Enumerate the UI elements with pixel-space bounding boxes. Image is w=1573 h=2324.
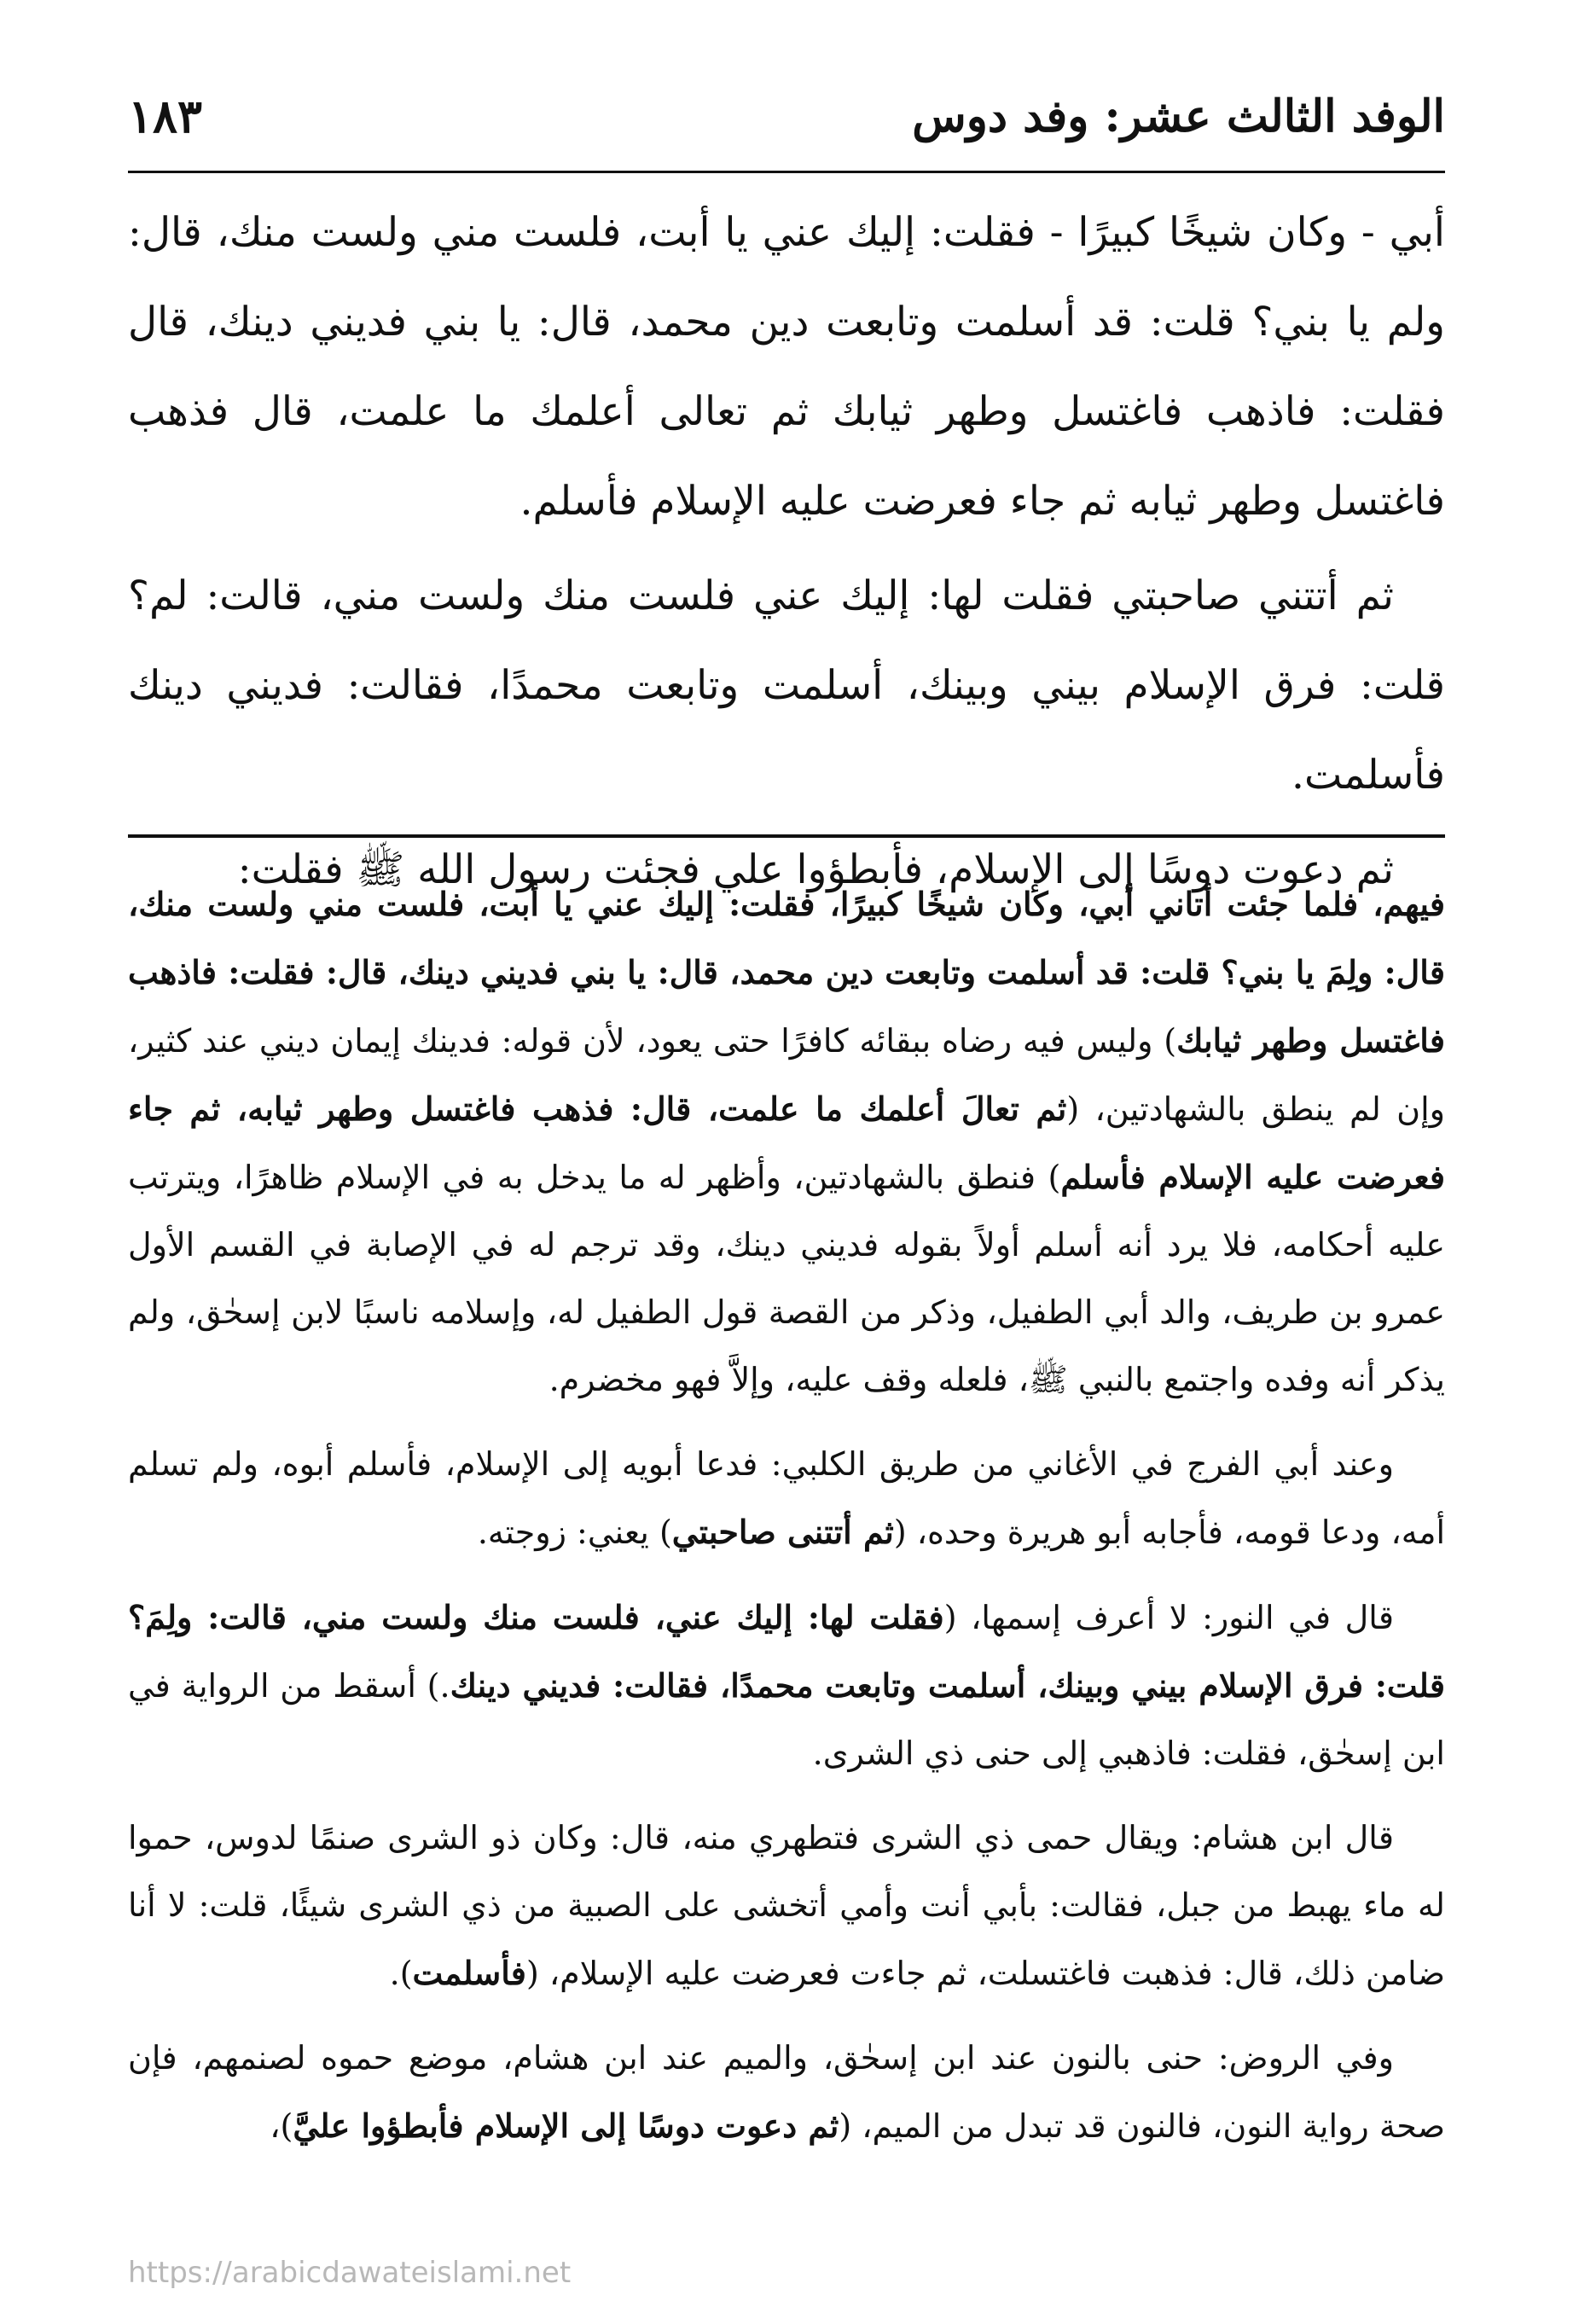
commentary-text: وفي الروض: حنى بالنون عند ابن إسحٰق، والميم عند ابن هشام، موضع حموه لصنمهم، فإن صحة رواية النون، فالنون قد تبدل من الميم، ( [128,2039,1445,2145]
commentary [128,870,1445,2177]
quoted-text: فيهم، فلما جئت أتاني أبي، وكان شيخًا كبيرًا، فقلت: إليك عني يا أبت، فلست مني ولست منك، قال: ولِمَ يا بني؟ قلت: قد أسلمت وتابعت دين محمد، قال: يا بني فديني دينك، قال: فقلت: فاذهب فاغتسل وطهر ثيابك [128,885,1445,1060]
header-rule [128,171,1445,173]
commentary-text: ) فنطق بالشهادتين، وأظهر له ما يدخل به في الإسلام ظاهرًا، ويترتب عليه أحكامه، فلا يرد أنه أسلم أولاً بقوله فديني دينك، وقد ترجم له في الإصابة في القسم الأول عمرو بن طريف، والد أبي الطفيل، وذكر من القصة قول الطفيل له، وإسلامه ناسبًا لابن إسحٰق، ولم يذكر أنه وفده واجتمع بالنبي ﷺ، فلعله وقف عليه، وإلاَّ فهو مخضرم. [128,1159,1445,1398]
main-text [128,188,1445,920]
running-title: الوفد الثالث عشر: وفد دوس [912,90,1445,142]
commentary-text: .) أسقط من الرواية في ابن إسحٰق، فقلت: فاذهبي إلى حنى ذي الشرى. [128,1667,1445,1772]
commentary-text: ) وليس فيه رضاه ببقائه كافرًا حتى يعود، لأن قوله: فدينك إيمان ديني عند كثير، وإن لم ينطق بالشهادتين، ( [128,1022,1445,1128]
main-paragraph-3: ثم دعوت دوسًا إلى الإسلام، فأبطؤوا علي فجئت رسول الله ﷺ فقلت: [237,846,1394,893]
main-paragraph-1: أبي - وكان شيخًا كبيرًا - فقلت: إليك عني يا أبت، فلست مني ولست منك، قال: ولم يا بني؟ قلت: قد أسلمت وتابعت دين محمد، قال: يا بني فديني دينك، قال فقلت: فاذهب فاغتسل وطهر ثيابك ثم تعالى أعلمك ما علمت، قال فذهب فاغتسل وطهر ثيابه ثم جاء فعرضت عليه الإسلام فأسلم. [128,209,1445,525]
commentary-paragraph-1 [128,870,1445,1414]
quoted-text: ثم دعوت دوسًا إلى الإسلام فأبطؤوا عليَّ [293,2106,839,2145]
commentary-paragraph-2 [128,1431,1445,1566]
quoted-text: ثم تعالَ أعلمك ما علمت، قال: فذهب فاغتسل وطهر ثيابه، ثم جاء فعرضت عليه الإسلام فأسلم [128,1089,1445,1196]
page-header [128,82,1445,150]
commentary-text: قال ابن هشام: ويقال حمى ذي الشرى فتطهري منه، قال: وكان ذو الشرى صنمًا لدوس، حموا له ماء يهبط من جبل، فقالت: بأبي أنت وأمي أتخشى على الصبية من ذي الشرى شيئًا، قلت: لا أنا ضامن ذلك، قال: فذهبت فاغتسلت، ثم جاءت فعرضت عليه الإسلام، ( [128,1819,1445,1992]
commentary-paragraph-3 [128,1583,1445,1787]
commentary-text: وعند أبي الفرج في الأغاني من طريق الكلبي: فدعا أبويه إلى الإسلام، فأسلم أبوه، ولم تسلم أمه، ودعا قومه، فأجابه أبو هريرة وحده، ( [128,1445,1445,1551]
commentary-text: قال في النور: لا أعرف إسمها، ( [943,1599,1394,1636]
commentary-paragraph-5 [128,2025,1445,2160]
quoted-text: فأسلمت [412,1954,526,1992]
watermark-url: https://arabicdawateislami.net [128,2256,572,2290]
commentary-text: ). [389,1955,413,1992]
text-commentary-divider [128,834,1445,838]
quoted-text: ثم أتتنى صاحبتي [671,1513,894,1551]
commentary-paragraph-4 [128,1804,1445,2007]
quoted-text: فقلت لها: إليك عني، فلست منك ولست مني، قالت: ولِمَ؟ قلت: فرق الإسلام بيني وبينك، أسلمت وتابعت محمدًا، فقالت: فديني دينك [128,1598,1445,1705]
main-paragraph-2: ثم أتتني صاحبتي فقلت لها: إليك عني فلست منك ولست مني، قالت: لم؟ قلت: فرق الإسلام بيني وبينك، أسلمت وتابعت محمدًا، فقالت: فديني دينك فأسلمت. [128,572,1445,799]
commentary-text: )، [270,2107,293,2145]
commentary-text: ) يعني: زوجته. [477,1514,672,1551]
page-number: ١٨٣ [128,89,203,143]
